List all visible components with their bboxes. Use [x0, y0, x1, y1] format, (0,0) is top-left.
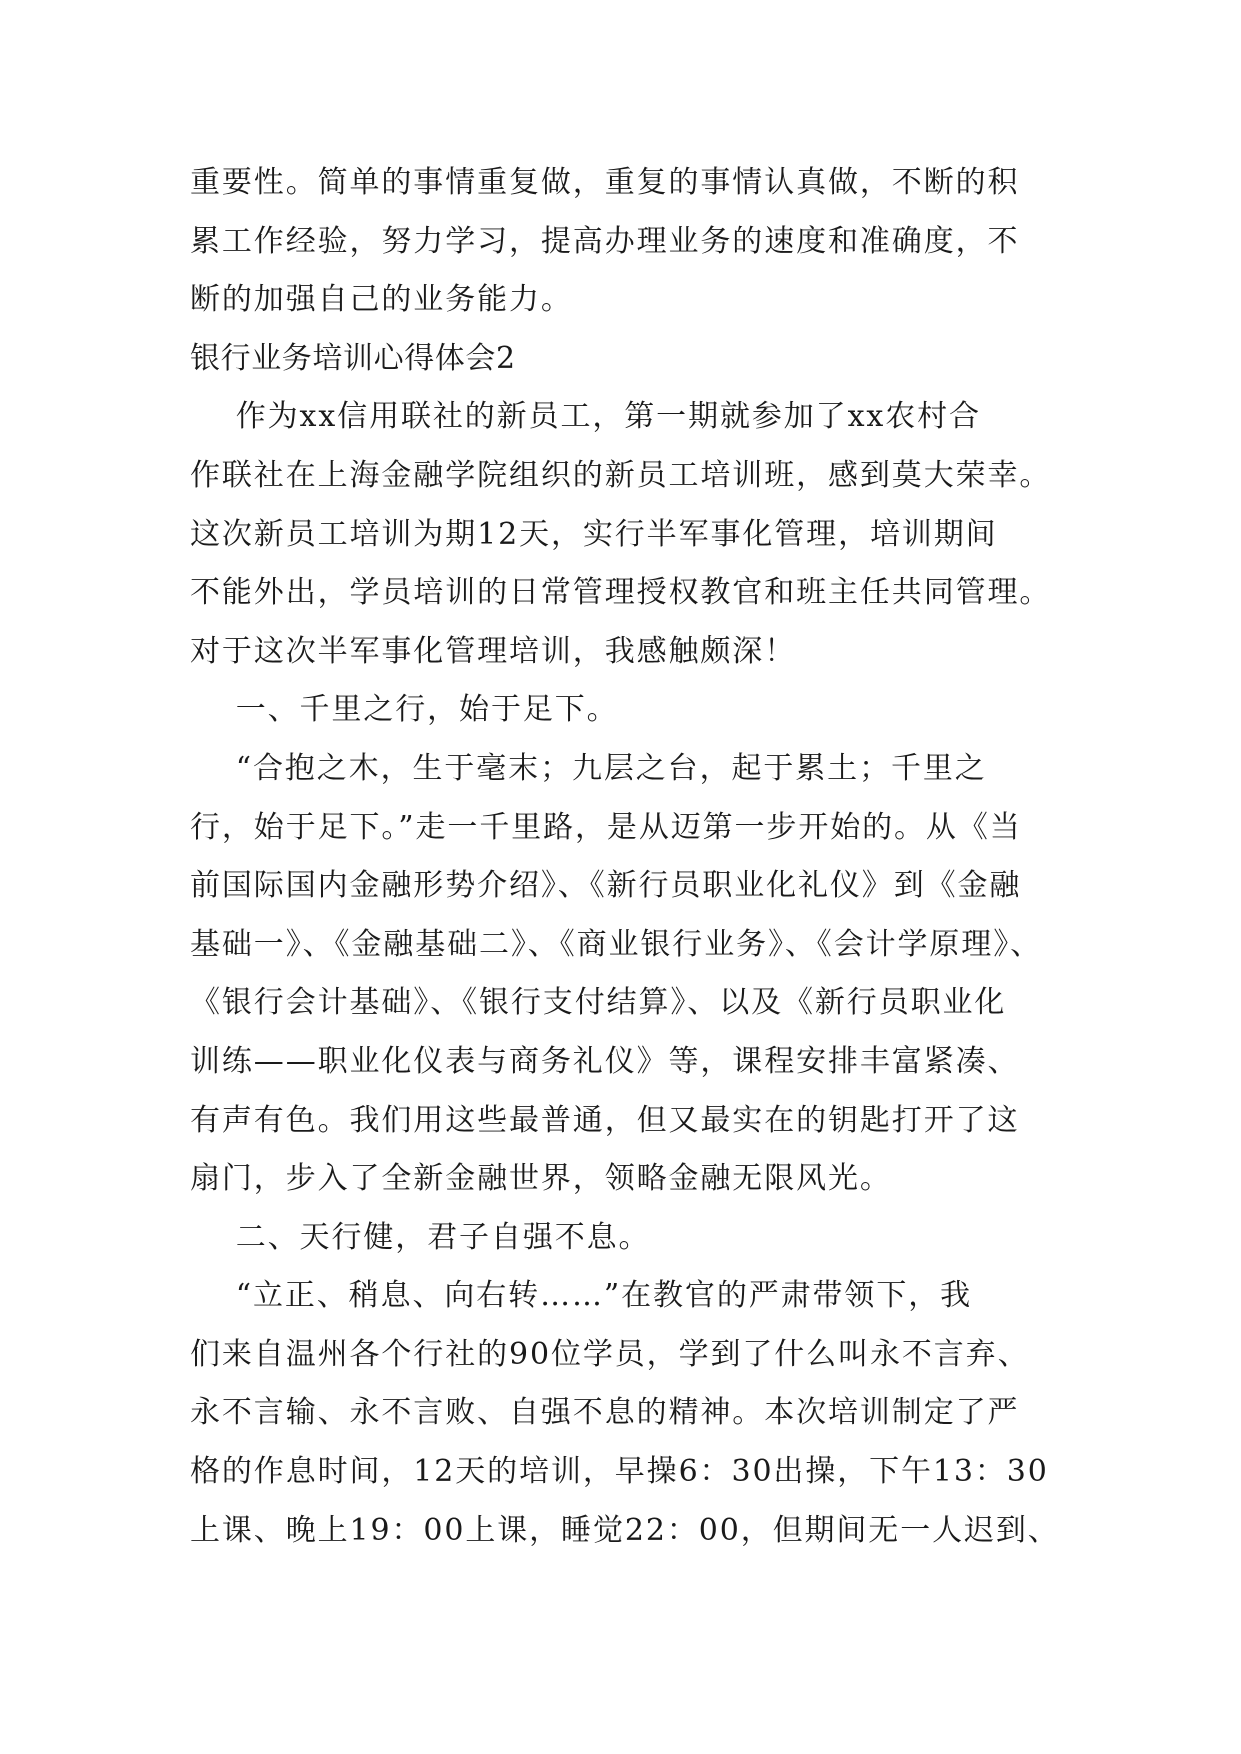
text-line: 累工作经验，努力学习，提高办理业务的速度和准确度，不	[190, 223, 1020, 259]
text-line: 对于这次半军事化管理培训，我感触颇深！	[190, 633, 797, 669]
subheading: 一、千里之行，始于足下。	[190, 692, 619, 728]
text-line: “立正、稍息、向右转……”在教官的严肃带领下，我	[190, 1278, 973, 1314]
section-title: 银行业务培训心得体会2	[190, 340, 516, 376]
text-line: “合抱之木，生于毫末；九层之台，起于累土；千里之	[190, 750, 987, 786]
text-line: 上课、晚上19：00上课，睡觉22：00，但期间无一人迟到、	[190, 1512, 1060, 1548]
text-line: 前国际国内金融形势介绍》、《新行员职业化礼仪》到《金融	[190, 868, 1022, 904]
text-line: 作为xx信用联社的新员工，第一期就参加了xx农村合	[190, 399, 981, 435]
text-line: 们来自温州各个行社的90位学员，学到了什么叫永不言弃、	[190, 1336, 1030, 1372]
text-line: 重要性。简单的事情重复做，重复的事情认真做，不断的积	[190, 165, 1020, 200]
text-line: 不能外出，学员培训的日常管理授权教官和班主任共同管理。	[190, 575, 1052, 611]
text-line: 格的作息时间，12天的培训，早操6：30出操，下午13：30	[190, 1454, 1049, 1490]
text-line: 行，始于足下。”走一千里路，是从迈第一步开始的。从《当	[190, 809, 1022, 845]
body-text	[190, 154, 1090, 1560]
text-line: 永不言输、永不言败、自强不息的精神。本次培训制定了严	[190, 1395, 1020, 1431]
text-line: 基础一》、《金融基础二》、《商业银行业务》、《会计学原理》、	[190, 926, 1042, 962]
subheading: 二、天行健，君子自强不息。	[190, 1219, 651, 1255]
text-line: 作联社在上海金融学院组织的新员工培训班，感到莫大荣幸。	[190, 457, 1052, 493]
text-line: 断的加强自己的业务能力。	[190, 282, 573, 318]
text-line: 训练——职业化仪表与商务礼仪》等，课程安排丰富紧凑、	[190, 1043, 1020, 1079]
text-line: 有声有色。我们用这些最普通，但又最实在的钥匙打开了这	[190, 1102, 1020, 1138]
text-line: 《银行会计基础》、《银行支付结算》、以及《新行员职业化	[190, 985, 1007, 1021]
text-line: 这次新员工培训为期12天，实行半军事化管理，培训期间	[190, 516, 998, 552]
text-line: 扇门，步入了全新金融世界，领略金融无限风光。	[190, 1161, 892, 1197]
